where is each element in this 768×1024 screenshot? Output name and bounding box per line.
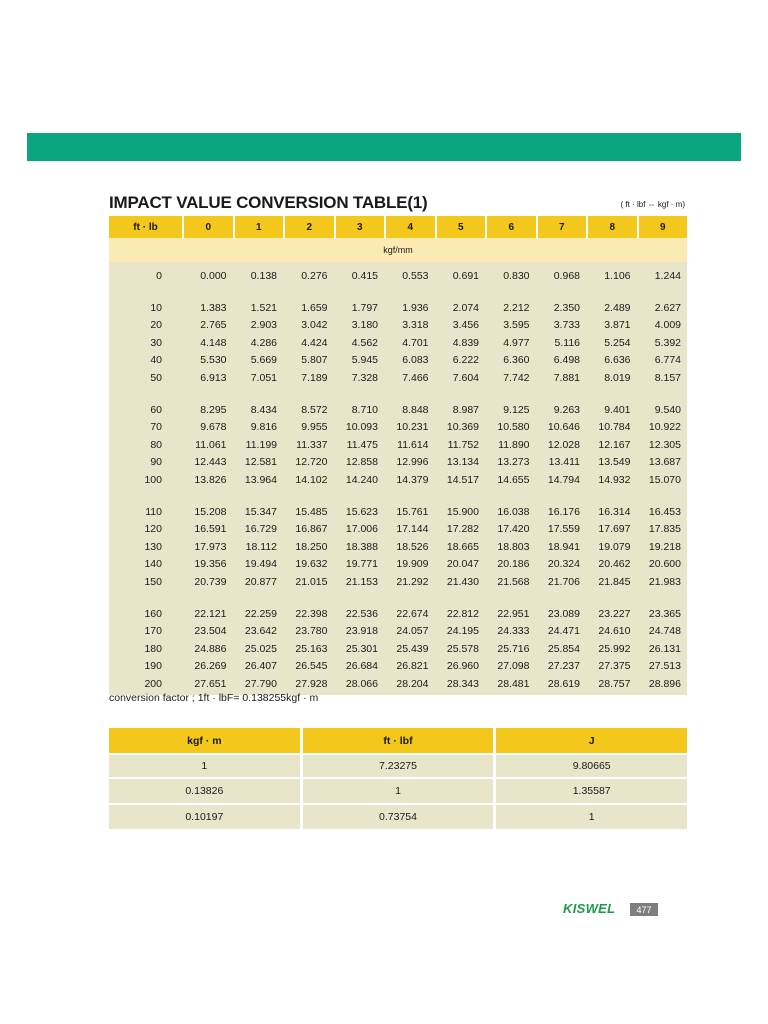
row-label: 60	[150, 404, 162, 417]
table-cell: 1.797	[351, 302, 378, 315]
factor-cell: 9.80665	[496, 755, 687, 777]
row-label: 190	[144, 660, 162, 673]
table-body	[109, 262, 687, 695]
factor-table	[109, 728, 687, 829]
table-cell: 28.343	[446, 677, 479, 690]
table-cell: 17.973	[194, 540, 227, 553]
table-cell: 6.222	[452, 354, 479, 367]
table-cell: 0.276	[301, 269, 328, 282]
table-row	[109, 657, 687, 674]
table-cell: 1.521	[250, 302, 277, 315]
table-cell: 13.411	[548, 456, 580, 469]
table-cell: 28.204	[396, 677, 429, 690]
table-cell: 13.826	[194, 473, 227, 486]
table-cell: 6.498	[553, 354, 580, 367]
table-cell: 5.807	[301, 354, 328, 367]
table-row	[109, 299, 687, 316]
table-cell: 4.148	[200, 336, 227, 349]
table-cell: 6.913	[200, 371, 227, 384]
header-col-7: 7	[538, 216, 587, 238]
row-label: 110	[145, 505, 162, 518]
table-cell: 18.803	[497, 540, 530, 553]
table-cell: 11.614	[397, 438, 429, 451]
table-cell: 5.116	[554, 336, 580, 349]
table-cell: 13.687	[648, 456, 681, 469]
table-cell: 3.871	[604, 319, 631, 332]
factor-cell: 0.73754	[303, 805, 494, 829]
table-row	[109, 503, 687, 520]
table-cell: 20.739	[194, 575, 227, 588]
table-cell: 18.388	[345, 540, 378, 553]
row-label: 120	[144, 523, 162, 536]
table-cell: 26.821	[396, 660, 429, 673]
table-cell: 8.987	[452, 404, 479, 417]
table-cell: 13.964	[244, 473, 277, 486]
table-cell: 12.720	[295, 456, 328, 469]
table-cell: 7.466	[402, 371, 429, 384]
table-cell: 23.642	[244, 625, 277, 638]
table-cell: 3.456	[452, 319, 479, 332]
table-cell: 14.240	[345, 473, 378, 486]
table-cell: 4.009	[654, 319, 681, 332]
table-cell: 5.254	[604, 336, 631, 349]
table-cell: 21.706	[547, 575, 580, 588]
factor-row	[109, 805, 687, 829]
table-cell: 18.526	[396, 540, 429, 553]
table-cell: 20.877	[244, 575, 277, 588]
header-col-6: 6	[487, 216, 536, 238]
header-col-5: 5	[437, 216, 486, 238]
table-cell: 2.489	[604, 302, 631, 315]
table-cell: 28.757	[598, 677, 631, 690]
factor-header-cell: kgf · m	[109, 728, 300, 753]
table-cell: 16.176	[547, 505, 580, 518]
factor-header-row	[109, 728, 687, 753]
table-row	[109, 471, 687, 488]
table-row	[109, 352, 687, 369]
table-cell: 12.305	[648, 438, 681, 451]
table-cell: 17.144	[396, 523, 429, 536]
table-row	[109, 640, 687, 657]
table-cell: 22.536	[345, 607, 378, 620]
table-cell: 0.968	[553, 269, 580, 282]
table-cell: 25.301	[345, 642, 378, 655]
table-cell: 8.572	[301, 404, 328, 417]
table-cell: 16.591	[194, 523, 227, 536]
group-spacer	[109, 386, 687, 401]
table-cell: 9.263	[553, 404, 580, 417]
table-cell: 12.443	[194, 456, 227, 469]
table-cell: 2.765	[200, 319, 227, 332]
table-cell: 26.545	[295, 660, 328, 673]
table-cell: 27.651	[194, 677, 227, 690]
table-cell: 9.678	[200, 421, 227, 434]
table-cell: 17.697	[598, 523, 631, 536]
table-row	[109, 334, 687, 351]
table-cell: 19.079	[598, 540, 631, 553]
table-row	[109, 623, 687, 640]
table-cell: 13.273	[497, 456, 530, 469]
table-cell: 23.780	[295, 625, 328, 638]
table-row	[109, 538, 687, 555]
table-cell: 4.562	[351, 336, 378, 349]
table-cell: 24.610	[598, 625, 631, 638]
header-col-9: 9	[639, 216, 688, 238]
row-label: 150	[144, 575, 162, 588]
table-cell: 7.881	[553, 371, 580, 384]
table-cell: 9.955	[301, 421, 328, 434]
table-cell: 2.212	[503, 302, 530, 315]
table-cell: 0.553	[402, 269, 429, 282]
table-cell: 22.951	[497, 607, 530, 620]
table-cell: 24.057	[396, 625, 429, 638]
table-cell: 5.669	[250, 354, 277, 367]
table-cell: 17.559	[547, 523, 580, 536]
table-cell: 0.830	[503, 269, 530, 282]
table-cell: 22.398	[295, 607, 328, 620]
table-cell: 19.494	[244, 558, 277, 571]
table-cell: 8.157	[654, 371, 681, 384]
table-cell: 24.886	[194, 642, 227, 655]
row-label: 200	[144, 677, 162, 690]
factor-cell: 0.13826	[109, 779, 300, 803]
table-cell: 17.006	[345, 523, 378, 536]
table-cell: 22.812	[446, 607, 479, 620]
table-cell: 21.568	[497, 575, 530, 588]
table-cell: 19.632	[295, 558, 328, 571]
row-label: 80	[150, 438, 162, 451]
table-cell: 17.420	[497, 523, 530, 536]
table-cell: 16.729	[244, 523, 277, 536]
table-row	[109, 267, 687, 284]
table-cell: 15.761	[396, 505, 429, 518]
table-cell: 28.066	[345, 677, 378, 690]
table-row	[109, 573, 687, 590]
table-cell: 19.909	[396, 558, 429, 571]
table-cell: 16.314	[598, 505, 631, 518]
header-col-0: 0	[184, 216, 233, 238]
table-cell: 24.471	[547, 625, 580, 638]
header-col-3: 3	[336, 216, 385, 238]
table-cell: 7.051	[250, 371, 277, 384]
table-cell: 8.295	[200, 404, 227, 417]
table-cell: 27.237	[547, 660, 580, 673]
table-cell: 24.333	[497, 625, 530, 638]
factor-cell: 1.35587	[496, 779, 687, 803]
table-cell: 22.259	[244, 607, 277, 620]
table-cell: 10.093	[345, 421, 378, 434]
table-cell: 26.269	[194, 660, 227, 673]
table-cell: 25.854	[547, 642, 580, 655]
table-cell: 7.328	[351, 371, 378, 384]
header-col-4: 4	[386, 216, 435, 238]
table-cell: 21.015	[295, 575, 328, 588]
table-cell: 25.992	[598, 642, 631, 655]
table-cell: 1.106	[604, 269, 631, 282]
table-cell: 3.318	[402, 319, 429, 332]
table-cell: 4.839	[452, 336, 479, 349]
table-cell: 21.983	[648, 575, 681, 588]
table-row	[109, 369, 687, 386]
header-col-1: 1	[235, 216, 284, 238]
table-cell: 19.771	[345, 558, 378, 571]
table-cell: 28.896	[648, 677, 681, 690]
table-cell: 18.112	[245, 540, 277, 553]
table-row	[109, 317, 687, 334]
table-cell: 11.752	[447, 438, 479, 451]
row-label: 10	[150, 302, 162, 315]
header-label-cell: ft · lb	[109, 216, 182, 238]
table-row	[109, 436, 687, 453]
table-cell: 4.977	[503, 336, 530, 349]
table-cell: 10.231	[396, 421, 429, 434]
table-cell: 14.932	[598, 473, 631, 486]
factor-cell: 1	[496, 805, 687, 829]
table-cell: 7.604	[452, 371, 479, 384]
table-cell: 20.462	[598, 558, 631, 571]
factor-header-cell: J	[496, 728, 687, 753]
table-cell: 23.504	[194, 625, 227, 638]
table-cell: 9.125	[503, 404, 530, 417]
table-cell: 26.960	[446, 660, 479, 673]
table-cell: 2.903	[250, 319, 277, 332]
group-spacer	[109, 284, 687, 299]
table-cell: 26.131	[648, 642, 681, 655]
factor-row	[109, 779, 687, 803]
table-cell: 3.595	[503, 319, 530, 332]
factor-table-body	[109, 755, 687, 829]
table-row	[109, 605, 687, 622]
row-label: 40	[150, 354, 162, 367]
table-cell: 23.918	[345, 625, 378, 638]
table-cell: 6.083	[402, 354, 429, 367]
table-cell: 17.835	[648, 523, 681, 536]
factor-cell: 7.23275	[303, 755, 494, 777]
table-cell: 25.439	[396, 642, 429, 655]
factor-cell: 1	[109, 755, 300, 777]
table-cell: 23.089	[547, 607, 580, 620]
table-cell: 25.025	[244, 642, 277, 655]
table-row	[109, 454, 687, 471]
table-cell: 26.684	[345, 660, 378, 673]
table-cell: 12.858	[345, 456, 378, 469]
table-cell: 23.365	[648, 607, 681, 620]
table-cell: 2.350	[553, 302, 580, 315]
table-cell: 10.646	[547, 421, 580, 434]
table-cell: 17.282	[446, 523, 479, 536]
table-cell: 20.324	[547, 558, 580, 571]
table-cell: 21.845	[598, 575, 631, 588]
table-cell: 11.337	[296, 438, 328, 451]
table-cell: 14.655	[497, 473, 530, 486]
factor-cell: 1	[303, 779, 494, 803]
table-cell: 27.098	[497, 660, 530, 673]
table-row	[109, 521, 687, 538]
table-cell: 11.475	[346, 438, 378, 451]
conversion-table	[109, 216, 687, 695]
table-cell: 20.047	[446, 558, 479, 571]
header-col-2: 2	[285, 216, 334, 238]
table-cell: 15.347	[244, 505, 277, 518]
table-cell: 21.292	[396, 575, 429, 588]
table-cell: 20.186	[497, 558, 530, 571]
table-cell: 8.019	[604, 371, 631, 384]
unit-note: ( ft · lbf ⇔ kgf · m)	[620, 200, 685, 209]
table-cell: 14.794	[547, 473, 580, 486]
table-cell: 15.623	[345, 505, 378, 518]
table-cell: 1.383	[200, 302, 227, 315]
table-cell: 28.619	[547, 677, 580, 690]
row-label: 140	[144, 558, 162, 571]
table-cell: 2.074	[452, 302, 479, 315]
row-label: 100	[144, 473, 162, 486]
table-cell: 21.153	[345, 575, 378, 588]
table-cell: 8.848	[402, 404, 429, 417]
table-cell: 7.742	[503, 371, 530, 384]
table-cell: 18.941	[547, 540, 580, 553]
table-cell: 11.061	[195, 438, 227, 451]
table-cell: 1.936	[402, 302, 429, 315]
table-cell: 20.600	[648, 558, 681, 571]
table-cell: 24.748	[648, 625, 681, 638]
table-cell: 8.710	[351, 404, 378, 417]
table-cell: 6.360	[503, 354, 530, 367]
group-spacer	[109, 488, 687, 503]
row-label: 170	[144, 625, 162, 638]
row-label: 20	[150, 319, 162, 332]
table-cell: 1.659	[301, 302, 328, 315]
unit-row: kgf/mm	[109, 238, 687, 262]
table-cell: 23.227	[598, 607, 631, 620]
row-label: 30	[150, 336, 162, 349]
table-cell: 12.028	[547, 438, 580, 451]
table-cell: 12.581	[244, 456, 277, 469]
table-cell: 14.517	[446, 473, 479, 486]
table-cell: 25.578	[446, 642, 479, 655]
table-cell: 15.900	[446, 505, 479, 518]
group-spacer	[109, 590, 687, 605]
row-label: 0	[156, 269, 162, 282]
table-cell: 13.134	[446, 456, 479, 469]
row-label: 70	[150, 421, 162, 434]
table-row	[109, 555, 687, 572]
table-cell: 27.375	[598, 660, 631, 673]
table-cell: 27.928	[295, 677, 328, 690]
table-cell: 27.513	[648, 660, 681, 673]
factor-row	[109, 755, 687, 777]
table-cell: 10.784	[598, 421, 631, 434]
table-cell: 16.867	[295, 523, 328, 536]
table-cell: 0.000	[200, 269, 227, 282]
row-label: 50	[150, 371, 162, 384]
table-cell: 5.392	[654, 336, 681, 349]
table-cell: 22.674	[396, 607, 429, 620]
table-cell: 18.665	[446, 540, 479, 553]
table-cell: 12.996	[396, 456, 429, 469]
table-cell: 9.540	[654, 404, 681, 417]
table-cell: 26.407	[244, 660, 277, 673]
row-label: 160	[144, 607, 162, 620]
header-band	[27, 133, 741, 161]
page-title: IMPACT VALUE CONVERSION TABLE(1)	[109, 193, 428, 212]
conversion-factor-note: conversion factor ; 1ft · lbF= 0.138255kgf · m	[109, 692, 319, 704]
table-cell: 4.286	[250, 336, 277, 349]
table-cell: 3.042	[301, 319, 328, 332]
table-row	[109, 675, 687, 692]
table-cell: 10.922	[648, 421, 681, 434]
table-cell: 15.208	[194, 505, 227, 518]
table-row	[109, 419, 687, 436]
table-cell: 11.890	[498, 438, 530, 451]
table-cell: 8.434	[250, 404, 277, 417]
table-header-row	[109, 216, 687, 238]
header-col-8: 8	[588, 216, 637, 238]
table-cell: 0.138	[250, 269, 277, 282]
table-cell: 12.167	[598, 438, 631, 451]
table-cell: 7.189	[301, 371, 328, 384]
table-cell: 3.733	[553, 319, 580, 332]
table-cell: 19.218	[648, 540, 681, 553]
table-cell: 18.250	[295, 540, 328, 553]
table-cell: 28.481	[497, 677, 530, 690]
table-cell: 24.195	[446, 625, 479, 638]
table-cell: 6.636	[604, 354, 631, 367]
table-row	[109, 401, 687, 418]
table-cell: 4.701	[402, 336, 429, 349]
table-cell: 0.415	[351, 269, 378, 282]
table-cell: 5.530	[200, 354, 227, 367]
table-cell: 14.102	[295, 473, 328, 486]
table-cell: 15.485	[295, 505, 328, 518]
factor-cell: 0.10197	[109, 805, 300, 829]
table-cell: 16.038	[497, 505, 530, 518]
table-cell: 21.430	[446, 575, 479, 588]
row-label: 130	[144, 540, 162, 553]
table-cell: 13.549	[598, 456, 631, 469]
table-cell: 4.424	[301, 336, 328, 349]
table-cell: 5.945	[351, 354, 378, 367]
table-cell: 19.356	[194, 558, 227, 571]
table-cell: 0.691	[452, 269, 479, 282]
table-cell: 9.816	[250, 421, 277, 434]
table-cell: 10.580	[497, 421, 530, 434]
brand-logo: KISWEL	[563, 901, 616, 916]
table-cell: 27.790	[244, 677, 277, 690]
table-cell: 25.163	[295, 642, 328, 655]
page-number: 477	[630, 903, 658, 916]
table-cell: 25.716	[497, 642, 530, 655]
table-cell: 3.180	[351, 319, 378, 332]
table-cell: 9.401	[604, 404, 631, 417]
table-cell: 11.199	[245, 438, 277, 451]
table-cell: 16.453	[648, 505, 681, 518]
table-cell: 1.244	[654, 269, 681, 282]
row-label: 90	[150, 456, 162, 469]
table-cell: 2.627	[654, 302, 681, 315]
table-cell: 15.070	[648, 473, 681, 486]
table-cell: 14.379	[396, 473, 429, 486]
table-cell: 10.369	[446, 421, 479, 434]
row-label: 180	[144, 642, 162, 655]
factor-header-cell: ft · lbf	[303, 728, 494, 753]
table-cell: 6.774	[654, 354, 681, 367]
table-cell: 22.121	[194, 607, 227, 620]
